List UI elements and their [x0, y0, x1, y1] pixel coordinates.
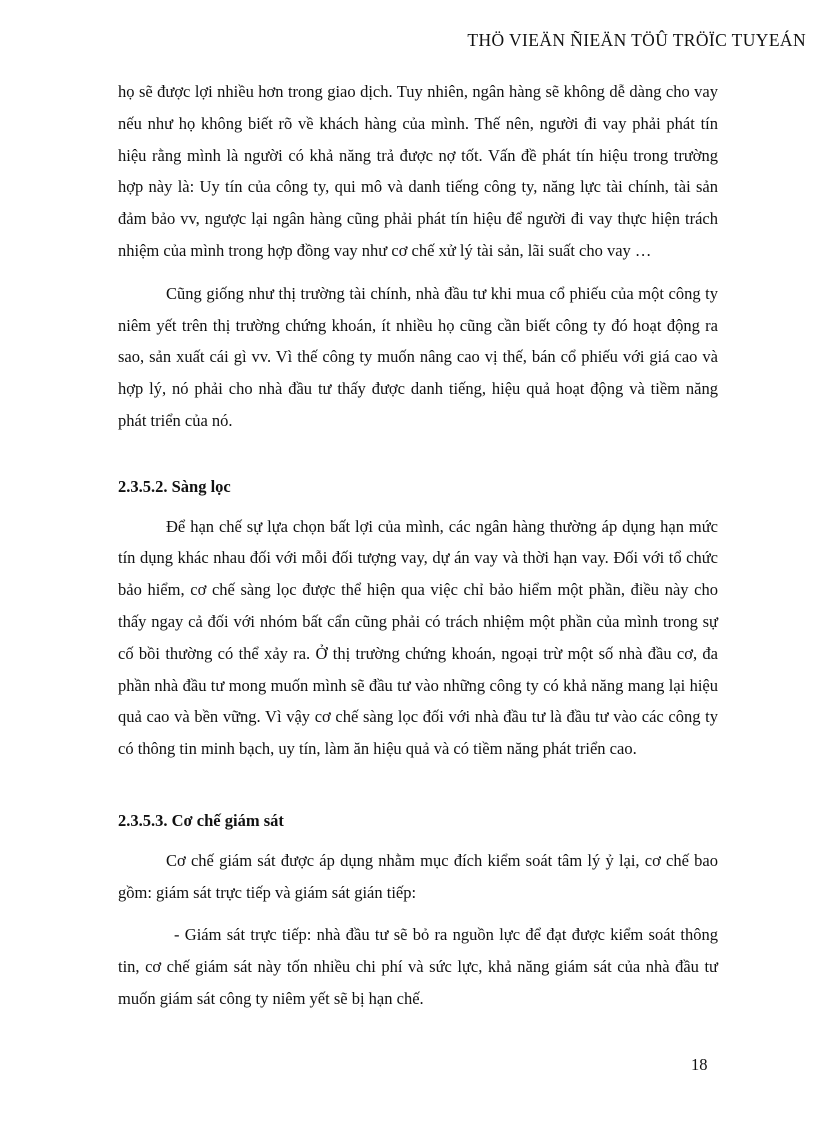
page-header: THÖ VIEÄN ÑIEÄN TÖÛ TRÖÏC TUYEÁN	[467, 30, 806, 50]
paragraph-monitoring-intro: Cơ chế giám sát được áp dụng nhằm mục đích kiểm soát tâm lý ỷ lại, cơ chế bao gồm: giám sát trực tiếp và giám sát gián tiếp:	[118, 850, 718, 902]
paragraph-screening: Để hạn chế sự lựa chọn bất lợi của mình, các ngân hàng thường áp dụng hạn mức tín dụng khác nhau đối với mỗi đối tượng vay, dự án vay và thời hạn vay. Đối với tổ chức bảo hiểm, cơ chế sàng lọc được thể hiện qua việc chỉ bảo hiểm một phần, điều này cho thấy ngay cả đối với nhóm bất cẩn cũng phải có trách nhiệm một phần của mình trong sự cố bồi thường có thể xảy ra. Ở thị trường chứng khoán, ngoại trừ một số nhà đầu cơ, đa phần nhà đầu tư mong muốn mình sẽ đầu tư vào những công ty có khả năng mang lại hiệu quả cao và bền vững. Vì vậy cơ chế sàng lọc đối với nhà đầu tư là đầu tư vào các công ty có thông tin minh bạch, uy tín, làm ăn hiệu quả và có tiềm năng phát triển cao.	[118, 516, 718, 759]
document-body	[118, 76, 718, 1015]
page-number: 18	[691, 1055, 708, 1074]
list-item-direct-monitoring: - Giám sát trực tiếp: nhà đầu tư sẽ bỏ ra nguồn lực để đạt được kiểm soát thông tin, cơ chế giám sát này tốn nhiều chi phí và sức lực, khả năng giám sát của nhà đầu tư muốn giám sát công ty niêm yết sẽ bị hạn chế.	[118, 925, 718, 1008]
section-heading-screening: 2.3.5.2. Sàng lọc	[118, 476, 231, 496]
section-heading-monitoring: 2.3.5.3. Cơ chế giám sát	[118, 810, 284, 830]
paragraph-stock-market-signaling: Cũng giống như thị trường tài chính, nhà đầu tư khi mua cổ phiếu của một công ty niêm yết trên thị trường chứng khoán, ít nhiều họ cũng cần biết công ty đó hoạt động ra sao, sản xuất cái gì vv. Vì thế công ty muốn nâng cao vị thế, bán cổ phiếu với giá cao và hợp lý, nó phải cho nhà đầu tư thấy được danh tiếng, hiệu quả hoạt động và tiềm năng phát triển của nó.	[118, 283, 718, 430]
paragraph-signaling-continued: họ sẽ được lợi nhiều hơn trong giao dịch. Tuy nhiên, ngân hàng sẽ không dễ dàng cho vay nếu như họ không biết rõ về khách hàng của mình. Thế nên, người đi vay phải phát tín hiệu rằng mình là người có khả năng trả được nợ tốt. Vấn đề phát tín hiệu trong trường hợp này là: Uy tín của công ty, qui mô và danh tiếng công ty, năng lực tài chính, tài sản đảm bảo vv, ngược lại ngân hàng cũng phải phát tín hiệu để người đi vay thực hiện trách nhiệm của mình trong hợp đồng vay như cơ chế xử lý tài sản, lãi suất cho vay …	[118, 82, 718, 260]
